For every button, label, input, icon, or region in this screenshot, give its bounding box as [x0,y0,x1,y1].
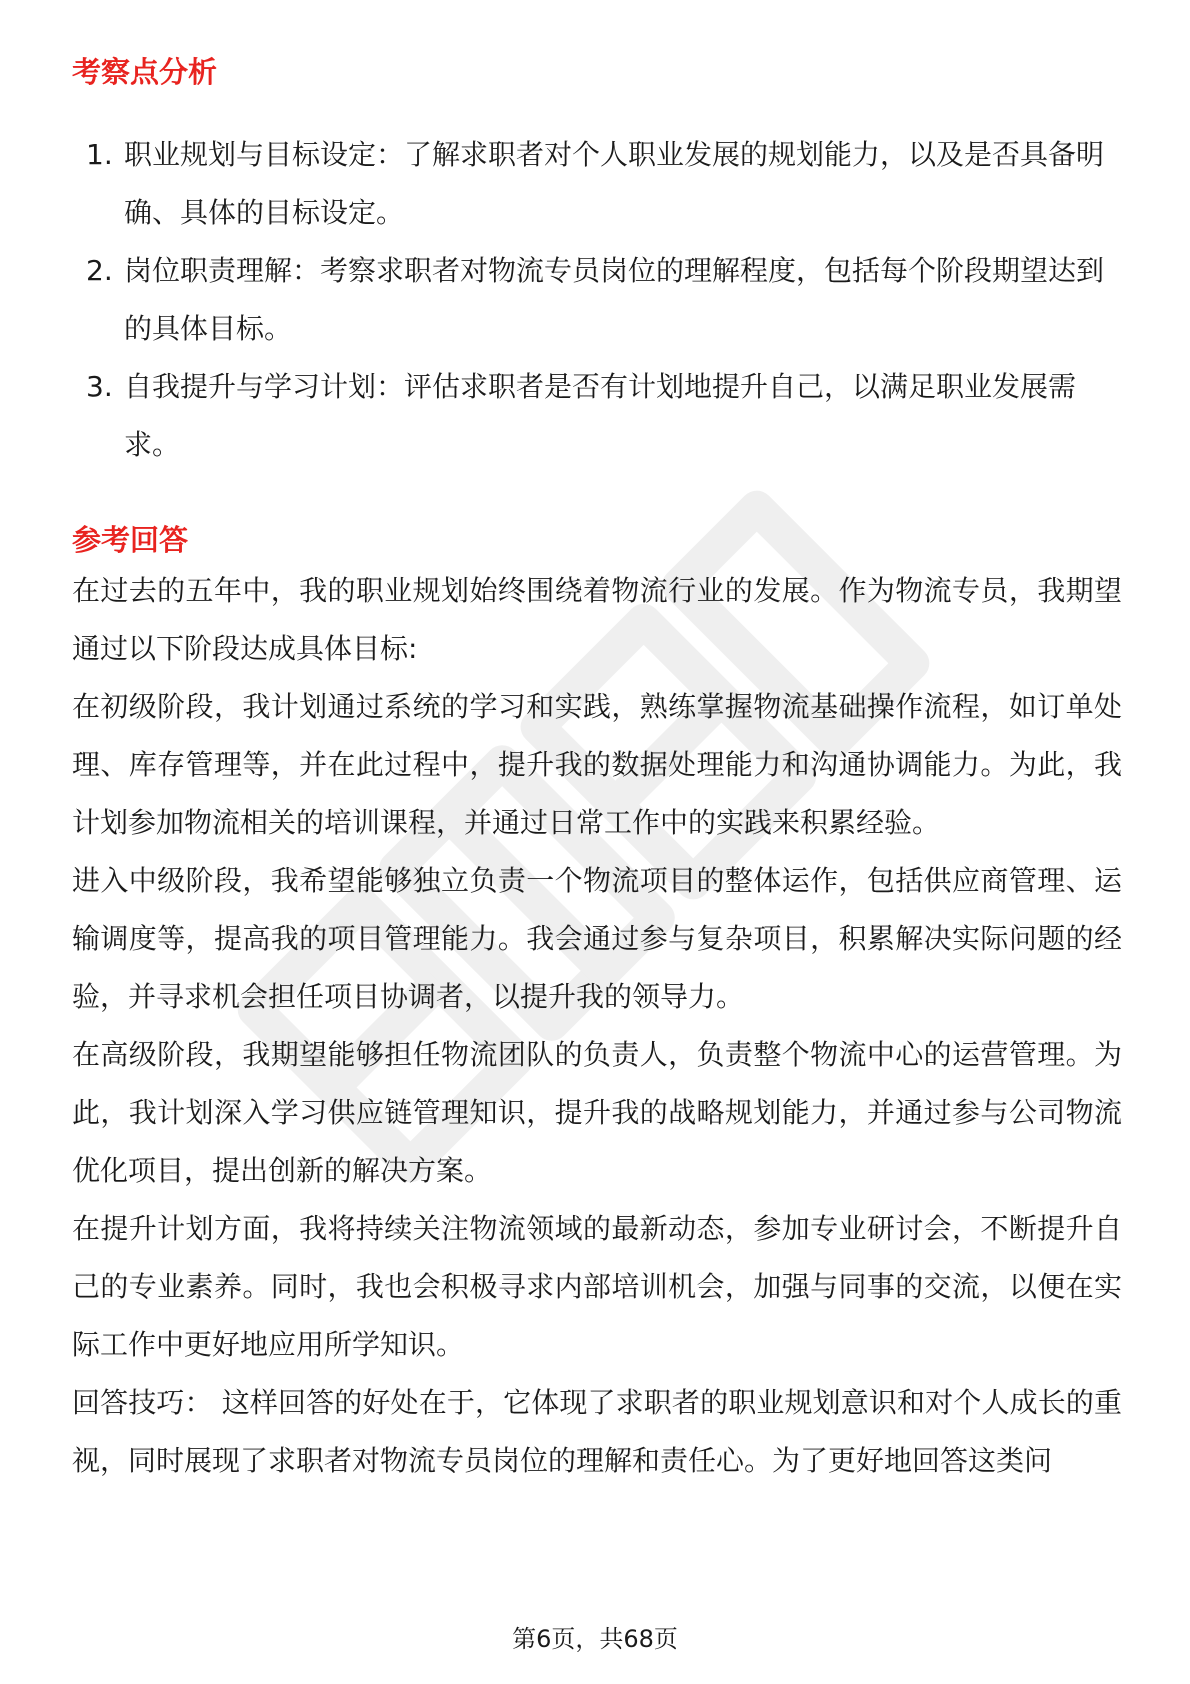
list-item [72,242,1122,358]
answer-paragraph: 在初级阶段，我计划通过系统的学习和实践，熟练掌握物流基础操作流程，如订单处理、库存管理等，并在此过程中，提升我的数据处理能力和沟通协调能力。为此，我计划参加物流相关的培训课程，并通过日常工作中的实践来积累经验。 [72,690,1122,839]
list-item-number: 2. [86,254,113,287]
section-title-answer: 参考回答 [72,523,189,557]
page-content [72,44,1122,1490]
list-item-number: 1. [86,138,113,171]
answer-paragraph: 进入中级阶段，我希望能够独立负责一个物流项目的整体运作，包括供应商管理、运输调度等，提高我的项目管理能力。我会通过参与复杂项目，积累解决实际问题的经验，并寻求机会担任项目协调者，以提升我的领导力。 [72,864,1122,1013]
list-item-text: 职业规划与目标设定：了解求职者对个人职业发展的规划能力，以及是否具备明确、具体的目标设定。 [124,138,1105,229]
answer-paragraph: 在提升计划方面，我将持续关注物流领域的最新动态，参加专业研讨会，不断提升自己的专业素养。同时，我也会积极寻求内部培训机会，加强与同事的交流，以便在实际工作中更好地应用所学知识。 [72,1212,1122,1361]
section-title-analysis: 考察点分析 [72,55,218,89]
answer-paragraph: 在高级阶段，我期望能够担任物流团队的负责人，负责整个物流中心的运营管理。为此，我计划深入学习供应链管理知识，提升我的战略规划能力，并通过参与公司物流优化项目，提出创新的解决方案。 [72,1038,1122,1187]
answer-paragraph: 在过去的五年中，我的职业规划始终围绕着物流行业的发展。作为物流专员，我期望通过以下阶段达成具体目标: [72,574,1122,665]
list-item [72,126,1122,242]
list-item-number: 3. [86,370,113,403]
list-item [72,358,1122,474]
page-number-footer: 第6页，共68页 [512,1625,678,1653]
analysis-points-list [72,126,1122,474]
list-item-text: 自我提升与学习计划：评估求职者是否有计划地提升自己，以满足职业发展需求。 [124,370,1077,461]
answer-tips-paragraph: 回答技巧： 这样回答的好处在于，它体现了求职者的职业规划意识和对个人成长的重视，同时展现了求职者对物流专员岗位的理解和责任心。为了更好地回答这类问 [72,1386,1122,1477]
list-item-text: 岗位职责理解：考察求职者对物流专员岗位的理解程度，包括每个阶段期望达到的具体目标。 [124,254,1105,345]
